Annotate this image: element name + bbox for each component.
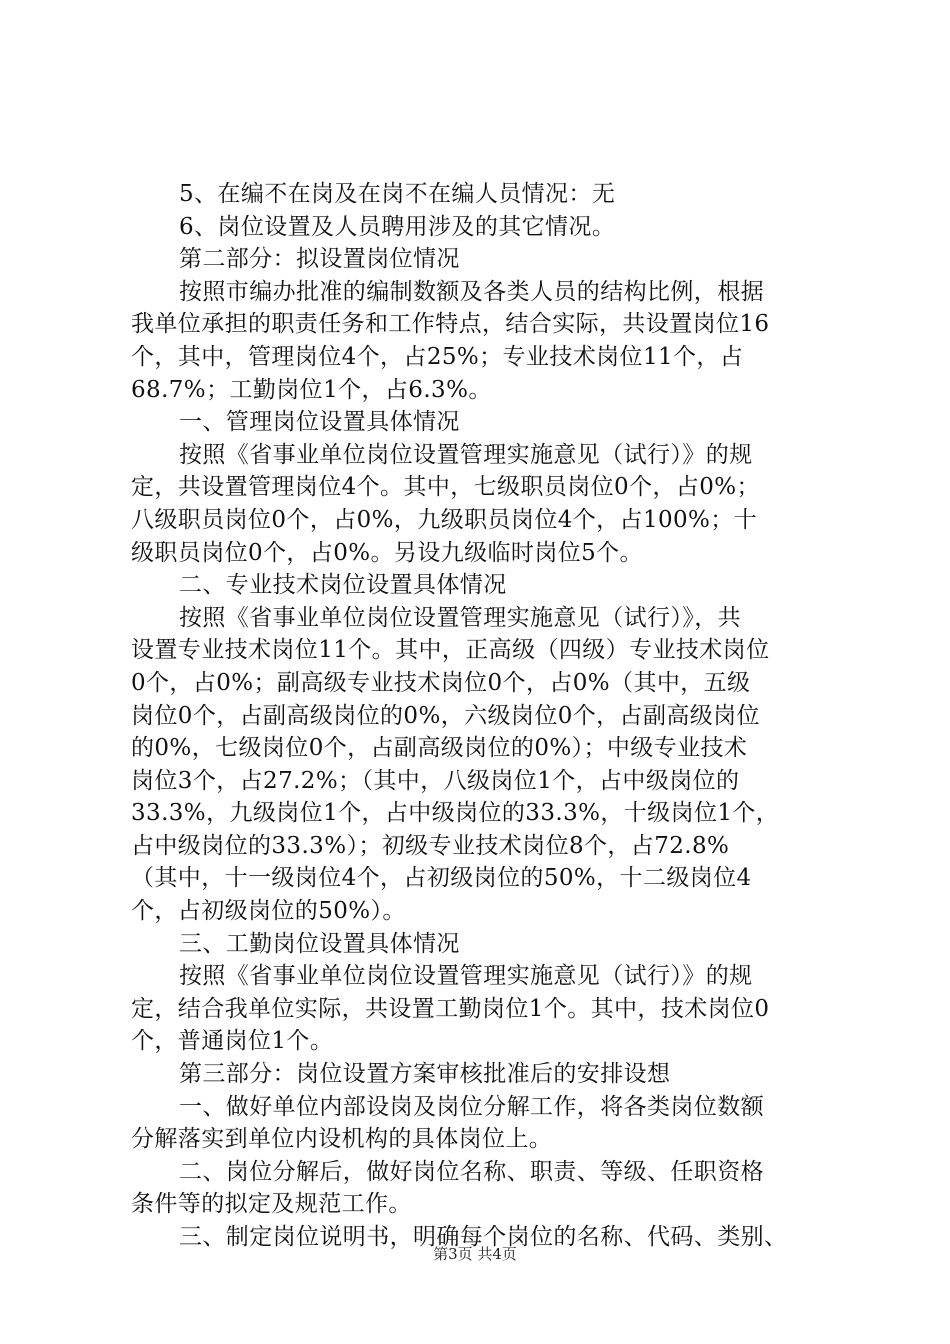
- text-line: 一、做好单位内部设岗及岗位分解工作，将各类岗位数额: [179, 1093, 764, 1120]
- text-line: 个，占初级岗位的50%）。: [131, 898, 406, 925]
- text-line: 按照市编办批准的编制数额及各类人员的结构比例，根据: [179, 278, 764, 305]
- text-line: 0个，占0%；副高级专业技术岗位0个，占0%（其中，五级: [131, 669, 751, 696]
- text-line: 个，普通岗位1个。: [131, 1028, 334, 1055]
- text-line: 我单位承担的职责任务和工作特点，结合实际，共设置岗位16: [131, 311, 770, 338]
- text-line: 第三部分：岗位设置方案审核批准后的安排设想: [179, 1061, 671, 1088]
- text-line: 三、工勤岗位设置具体情况: [179, 930, 460, 957]
- text-line: （其中，十一级岗位4个，占初级岗位的50%，十二级岗位4: [131, 865, 752, 892]
- text-line: 按照《省事业单位岗位设置管理实施意见（试行）》的规: [179, 441, 753, 468]
- text-line: 分解落实到单位内设机构的具体岗位上。: [131, 1126, 553, 1153]
- text-line: 岗位3个，占27.2%；（其中，八级岗位1个，占中级岗位的: [131, 767, 740, 794]
- text-line: 定，结合我单位实际，共设置工勤岗位1个。其中，技术岗位0: [131, 995, 770, 1022]
- text-line: 的0%，七级岗位0个，占副高级岗位的0%）；中级专业技术: [131, 735, 748, 762]
- text-line: 第二部分：拟设置岗位情况: [179, 246, 460, 273]
- text-line: 占中级岗位的33.3%）；初级专业技术岗位8个，占72.8%: [131, 832, 730, 859]
- text-line: 定，共设置管理岗位4个。其中，七级职员岗位0个，占0%；: [131, 474, 760, 501]
- text-line: 二、专业技术岗位设置具体情况: [179, 572, 507, 599]
- text-line: 一、管理岗位设置具体情况: [179, 409, 460, 436]
- text-line: 33.3%，九级岗位1个，占中级岗位的33.3%，十级岗位1个，: [131, 800, 780, 827]
- text-line: 岗位0个，占副高级岗位的0%，六级岗位0个，占副高级岗位: [131, 702, 760, 729]
- text-line: 按照《省事业单位岗位设置管理实施意见（试行）》的规: [179, 963, 753, 990]
- document-body: [131, 178, 836, 1254]
- text-line: 级职员岗位0个，占0%。另设九级临时岗位5个。: [131, 539, 643, 566]
- text-line: 个，其中，管理岗位4个，占25%；专业技术岗位11个，占: [131, 343, 744, 370]
- text-line: 6、岗位设置及人员聘用涉及的其它情况。: [179, 213, 616, 240]
- text-line: 三、制定岗位说明书，明确每个岗位的名称、代码、类别、: [179, 1224, 788, 1250]
- text-line: 设置专业技术岗位11个。其中，正高级（四级）专业技术岗位: [131, 637, 770, 664]
- text-line: 5、在编不在岗及在岗不在编人员情况：无: [179, 181, 616, 207]
- text-line: 68.7%；工勤岗位1个，占6.3%。: [131, 376, 492, 403]
- text-line: 八级职员岗位0个，占0%，九级职员岗位4个，占100%；十: [131, 506, 758, 533]
- text-line: 按照《省事业单位岗位设置管理实施意见（试行）》，共: [179, 604, 741, 631]
- page-footer: 第3页 共4页: [433, 1245, 517, 1263]
- text-line: 二、岗位分解后，做好岗位名称、职责、等级、任职资格: [179, 1158, 764, 1185]
- text-line: 条件等的拟定及规范工作。: [131, 1191, 412, 1218]
